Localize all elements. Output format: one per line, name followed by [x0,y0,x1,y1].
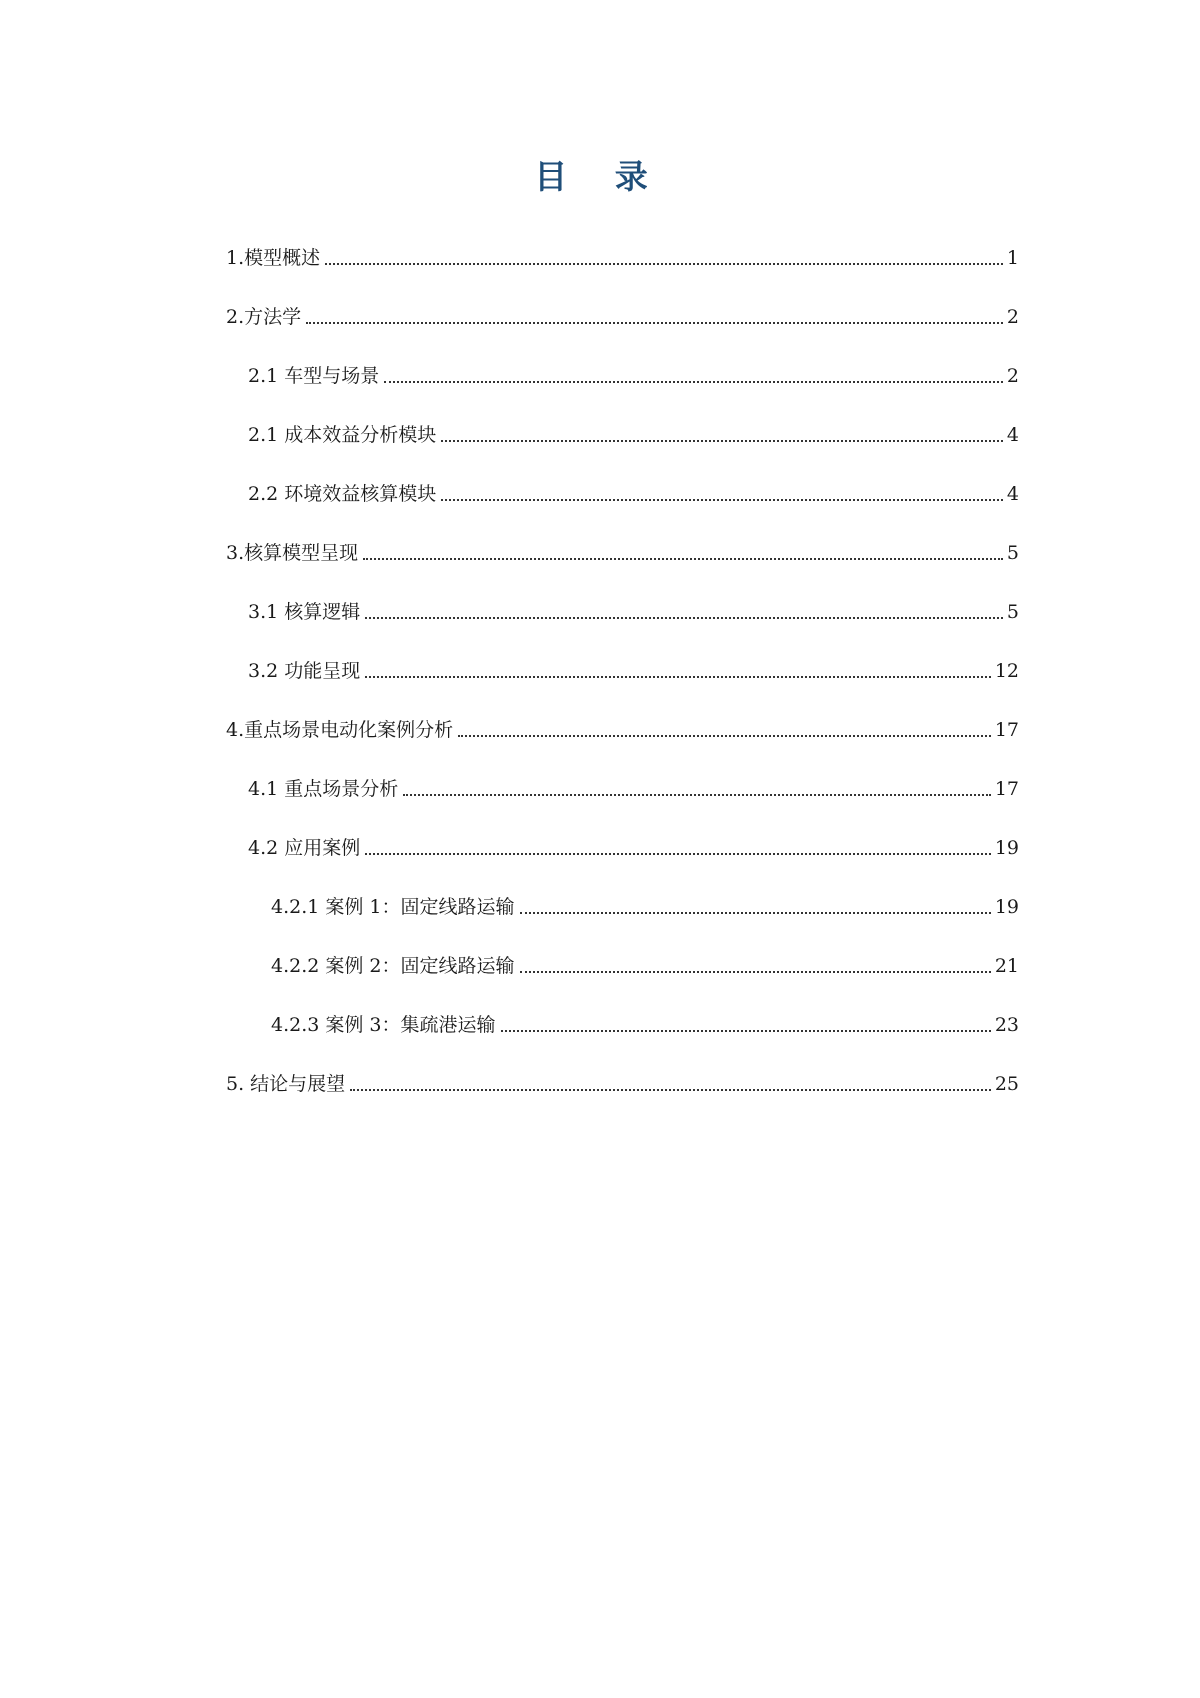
toc-entry-label: 2.1 车型与场景 [248,365,380,387]
toc-entry-4-2[interactable] [248,831,1019,861]
toc-entry-3[interactable] [226,536,1019,566]
toc-entry-page: 5 [1006,542,1019,564]
toc-entry-label: 3.1 核算逻辑 [248,601,361,623]
toc-entry-label: 2.2 环境效益核算模块 [248,483,437,505]
toc-entry-1[interactable] [226,241,1019,271]
toc-entry-label: 4.2.1 案例 1：固定线路运输 [271,896,515,918]
dot-leader [458,735,991,737]
toc-entry-page: 19 [994,837,1019,859]
dot-leader [365,676,991,678]
toc-entry-2-1b[interactable] [248,418,1019,448]
toc-entry-page: 4 [1006,483,1019,505]
toc-entry-page: 19 [994,896,1019,918]
toc-entry-2-1[interactable] [248,359,1019,389]
dot-leader [384,381,1003,383]
toc-entry-page: 17 [994,778,1019,800]
dot-leader [325,263,1003,265]
toc-entry-label: 4.2.3 案例 3：集疏港运输 [271,1014,496,1036]
toc-entry-5[interactable] [226,1067,1019,1097]
dot-leader [520,971,991,973]
toc-entry-page: 21 [994,955,1019,977]
toc-entry-label: 2.方法学 [226,306,302,328]
toc-entry-2-2[interactable] [248,477,1019,507]
dot-leader [365,617,1003,619]
toc-entry-page: 17 [994,719,1019,741]
toc-entry-label: 4.2.2 案例 2：固定线路运输 [271,955,515,977]
dot-leader [306,322,1003,324]
toc-entry-2[interactable] [226,300,1019,330]
dot-leader [501,1030,991,1032]
toc-entry-4[interactable] [226,713,1019,743]
toc-entry-label: 3.2 功能呈现 [248,660,361,682]
toc-entry-3-2[interactable] [248,654,1019,684]
toc-entry-page: 25 [994,1073,1019,1095]
toc-entry-4-2-2[interactable] [271,949,1019,979]
dot-leader [441,499,1003,501]
toc-entry-label: 1.模型概述 [226,247,321,269]
toc-entry-4-1[interactable] [248,772,1019,802]
toc-entry-3-1[interactable] [248,595,1019,625]
toc-entry-label: 3.核算模型呈现 [226,542,359,564]
dot-leader [520,912,991,914]
toc-entry-page: 12 [994,660,1019,682]
toc-entry-page: 1 [1006,247,1019,269]
toc-entry-label: 4.2 应用案例 [248,837,361,859]
toc-entry-page: 23 [994,1014,1019,1036]
dot-leader [365,853,991,855]
toc-entry-page: 5 [1006,601,1019,623]
dot-leader [363,558,1003,560]
toc-entry-page: 4 [1006,424,1019,446]
toc-entry-4-2-3[interactable] [271,1008,1019,1038]
toc-entry-page: 2 [1006,365,1019,387]
dot-leader [403,794,991,796]
toc-entry-label: 4.重点场景电动化案例分析 [226,719,454,741]
toc-entry-label: 2.1 成本效益分析模块 [248,424,437,446]
dot-leader [350,1089,991,1091]
toc-entry-page: 2 [1006,306,1019,328]
toc-entry-4-2-1[interactable] [271,890,1019,920]
toc-title: 目 录 [534,157,666,196]
toc-entry-label: 4.1 重点场景分析 [248,778,399,800]
dot-leader [441,440,1003,442]
toc-entry-label: 5. 结论与展望 [226,1073,346,1095]
